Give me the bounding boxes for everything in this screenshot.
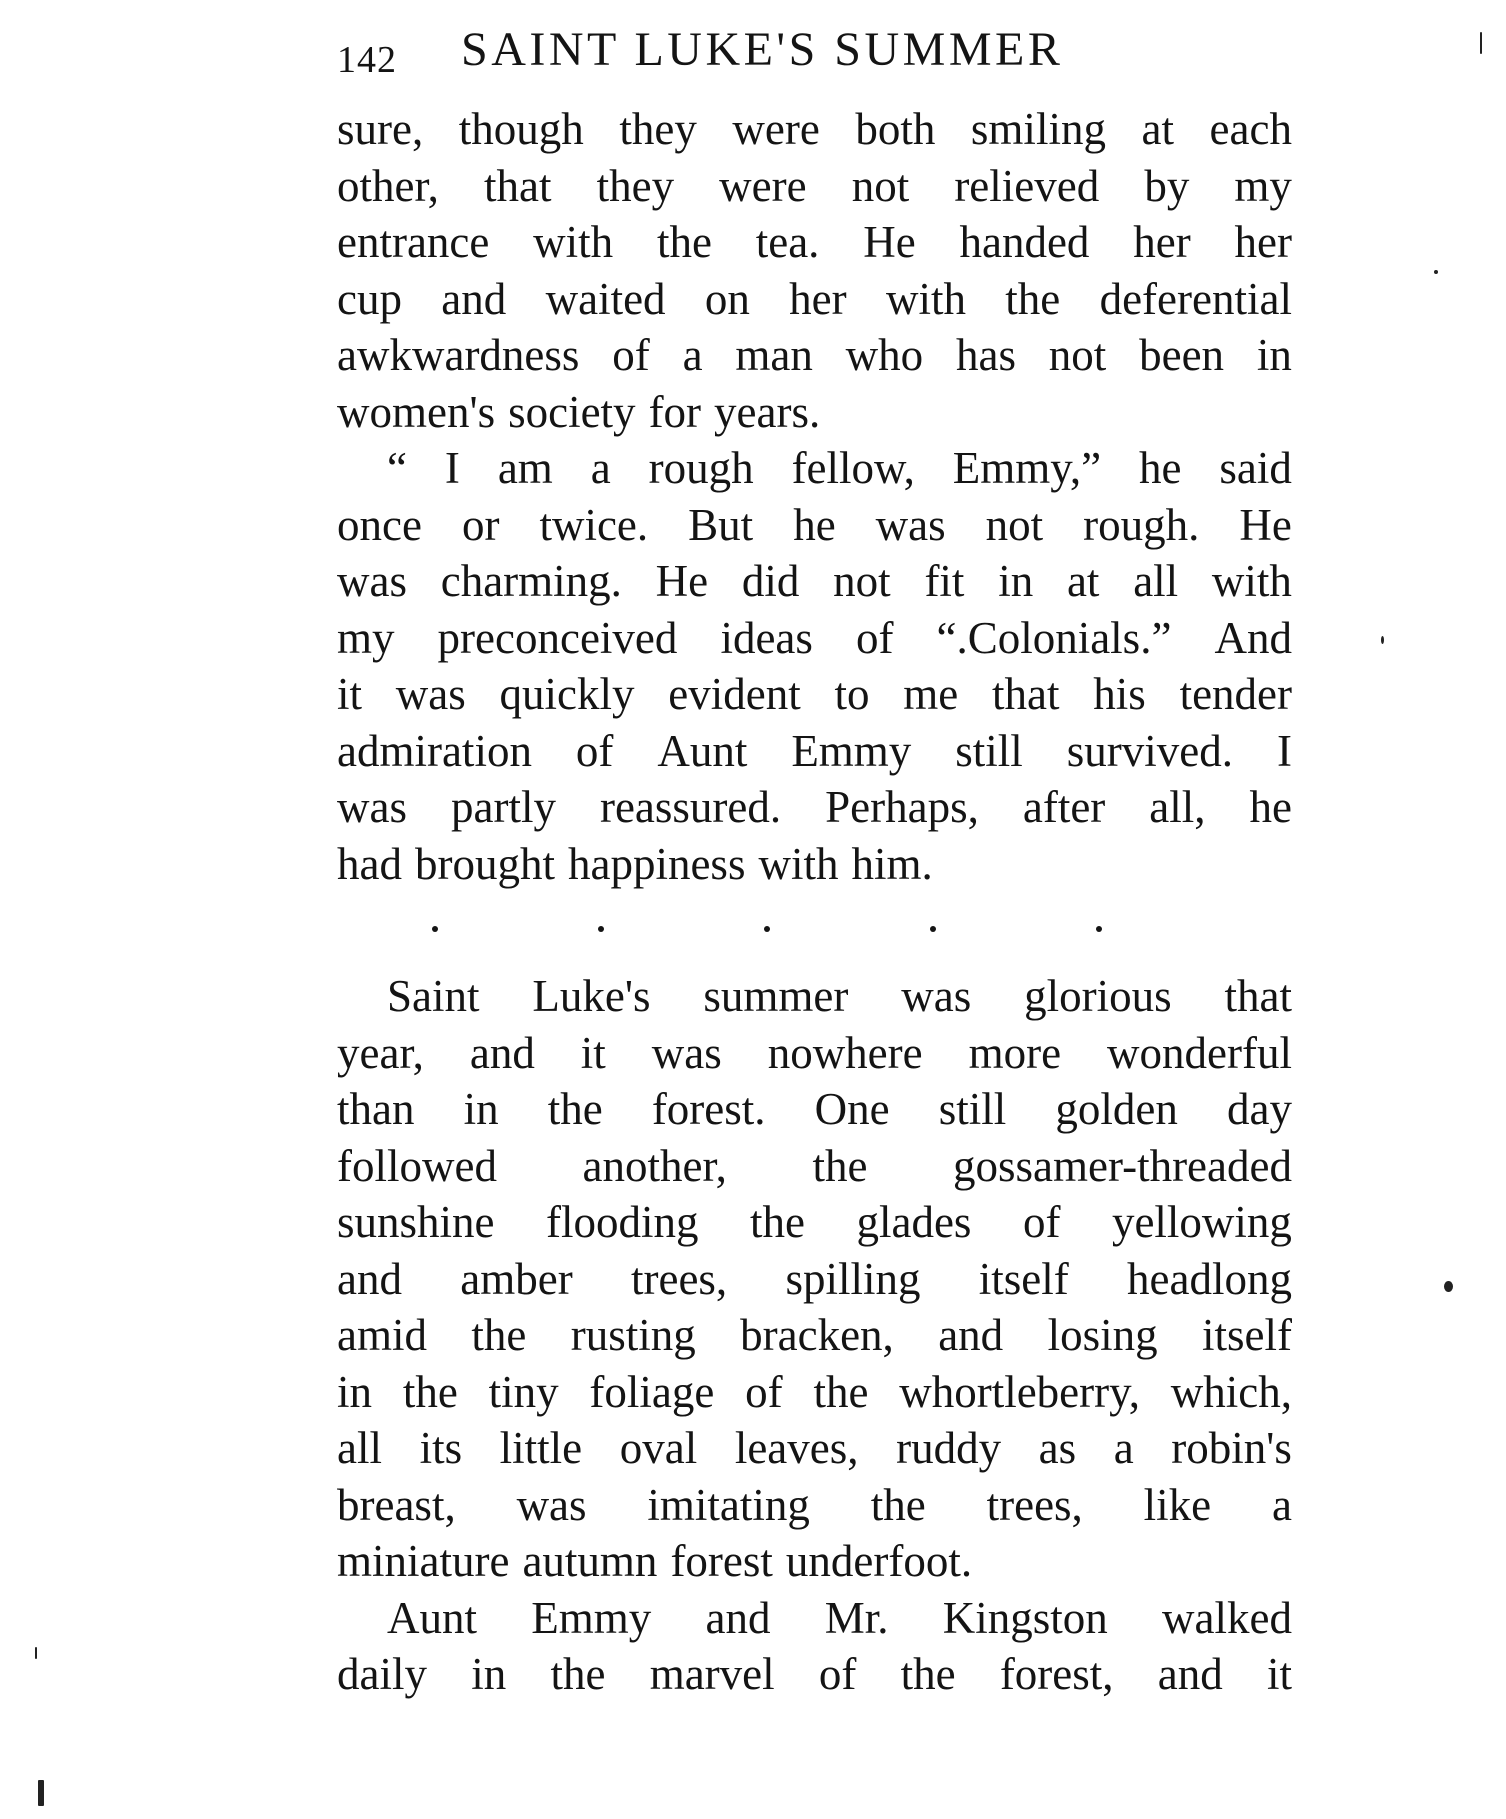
text-line: breast, was imitating the trees, like a	[337, 1479, 1292, 1530]
text-line: all its little oval leaves, ruddy as a robin's	[337, 1423, 1292, 1473]
text-line: was charming. He did not fit in at all with	[337, 556, 1292, 606]
section-break-dot	[432, 926, 438, 932]
paragraph	[337, 440, 1292, 892]
text-line: had brought happiness with him.	[337, 838, 933, 889]
text-line: admiration of Aunt Emmy still survived. I	[337, 725, 1292, 776]
paragraph	[337, 968, 1292, 1590]
running-title: SAINT LUKE'S SUMMER	[461, 23, 1064, 76]
text-line: miniature autumn forest underfoot.	[337, 1536, 973, 1586]
text-line: sure, though they were both smiling at each	[337, 104, 1292, 154]
text-line: other, that they were not relieved by my	[337, 160, 1292, 211]
section-break-dot	[598, 926, 604, 932]
section-break	[337, 892, 1292, 968]
scan-speck	[1434, 270, 1438, 274]
text-line: amid the rusting bracken, and losing itself	[337, 1310, 1292, 1360]
paragraph	[337, 1590, 1292, 1703]
text-line: women's society for years.	[337, 386, 821, 437]
section-break-dot	[930, 926, 936, 932]
text-line: sunshine flooding the glades of yellowing	[337, 1197, 1292, 1247]
scan-speck	[38, 1780, 44, 1806]
text-line: my preconceived ideas of “.Colonials.” And	[337, 612, 1292, 663]
text-line: Saint Luke's summer was glorious that	[387, 971, 1292, 1021]
body-text	[337, 101, 1292, 1703]
section-break-dot	[1096, 926, 1102, 932]
text-line: in the tiny foliage of the whortleberry, which,	[337, 1366, 1292, 1417]
scan-speck	[1381, 636, 1384, 644]
scan-speck	[35, 1647, 37, 1659]
text-line: year, and it was nowhere more wonderful	[337, 1027, 1292, 1078]
scan-speck	[1444, 1281, 1453, 1292]
text-line: Aunt Emmy and Mr. Kingston walked	[387, 1592, 1292, 1643]
paragraph	[337, 101, 1292, 440]
text-line: once or twice. But he was not rough. He	[337, 499, 1292, 550]
page-header	[337, 20, 1287, 90]
text-line: “ I am a rough fellow, Emmy,” he said	[387, 443, 1292, 493]
text-line: awkwardness of a man who has not been in	[337, 330, 1292, 380]
text-line: cup and waited on her with the deferential	[337, 273, 1292, 324]
text-line: was partly reassured. Perhaps, after all, he	[337, 782, 1292, 832]
section-break-dot	[764, 926, 770, 932]
text-line: than in the forest. One still golden day	[337, 1084, 1292, 1134]
scan-speck	[1480, 32, 1482, 54]
text-line: entrance with the tea. He handed her her	[337, 217, 1292, 267]
text-line: and amber trees, spilling itself headlong	[337, 1253, 1292, 1304]
text-line: daily in the marvel of the forest, and it	[337, 1649, 1292, 1699]
text-line: followed another, the gossamer-threaded	[337, 1140, 1292, 1191]
text-line: it was quickly evident to me that his tender	[337, 669, 1292, 719]
page-number: 142	[337, 39, 397, 81]
